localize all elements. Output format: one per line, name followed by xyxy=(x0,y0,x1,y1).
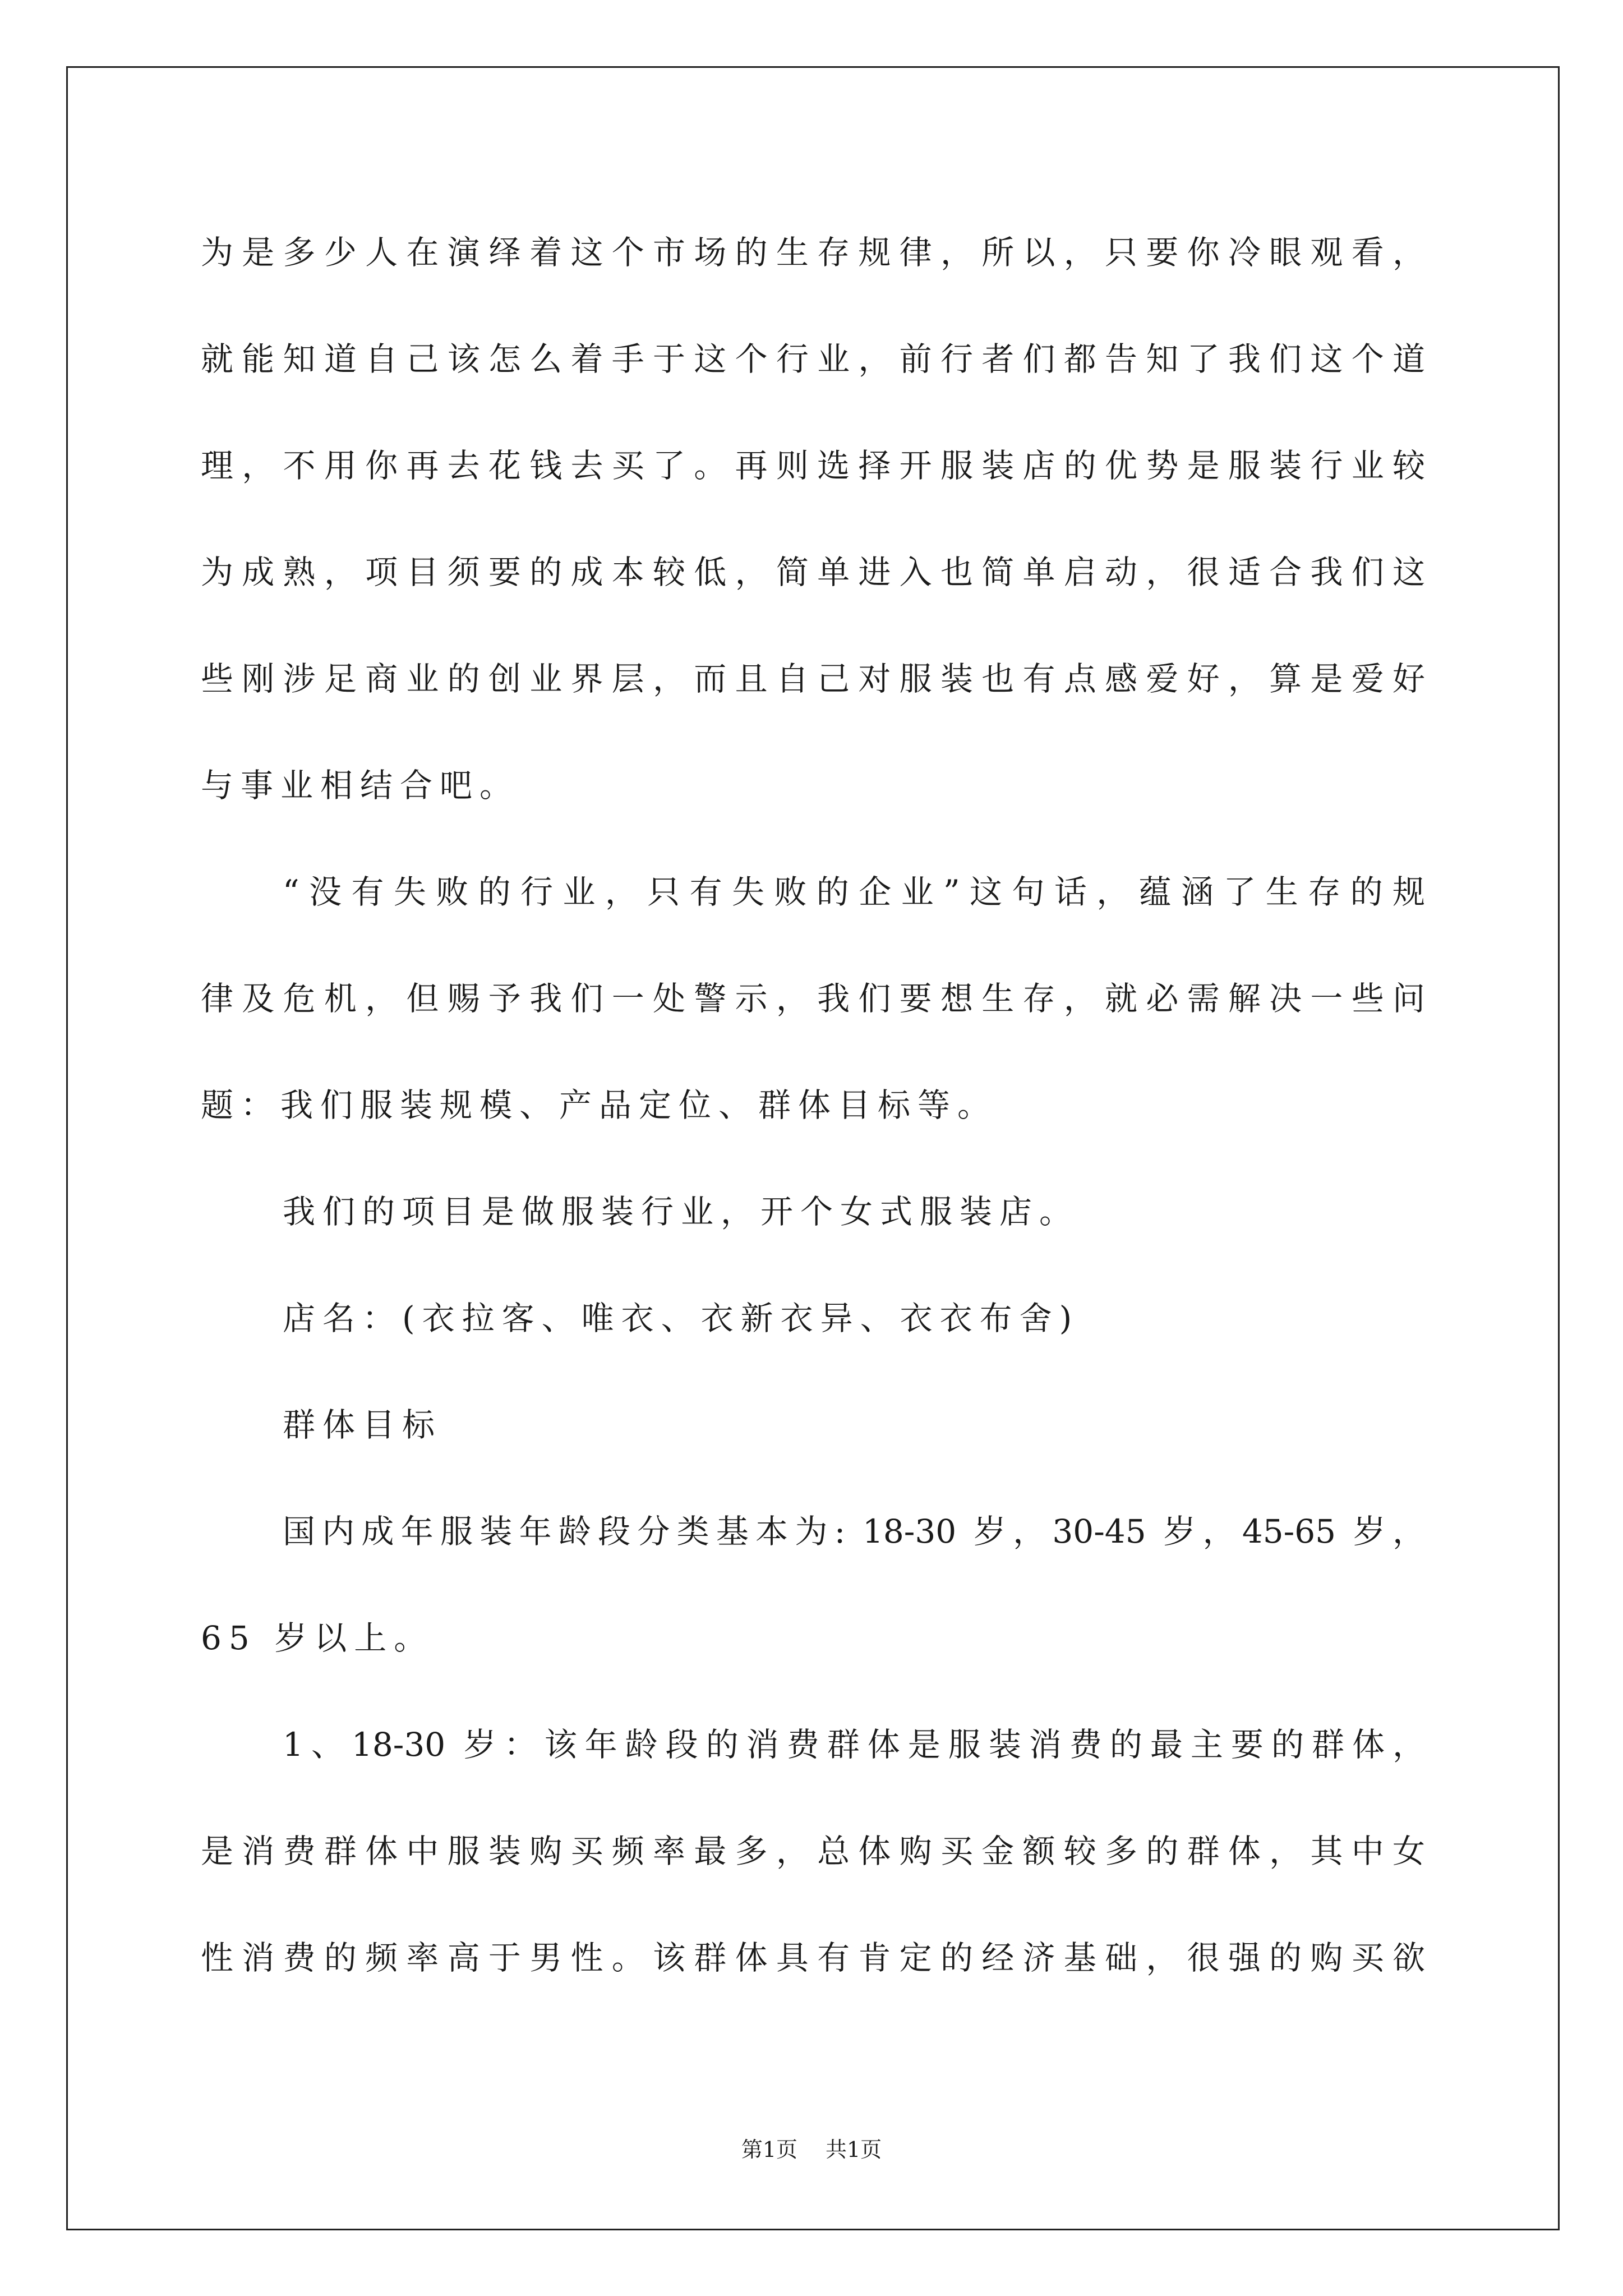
text-line: 国内成年服装年龄段分类基本为: 18-30 岁，30-45 岁，45-65 岁， xyxy=(283,1512,1425,1550)
text-line: “没有失败的行业，只有失败的企业”这句话，蕴涵了生存的规 xyxy=(283,873,1425,911)
text-line: 题：我们服装规模、产品定位、群体目标等。 xyxy=(201,1086,998,1124)
page-number: 第1页 xyxy=(741,2137,797,2162)
text-line: 是消费群体中服装购买频率最多，总体购买金额较多的群体，其中女 xyxy=(201,1832,1425,1870)
text-line: 理，不用你再去花钱去买了。再则选择开服装店的优势是服装行业较 xyxy=(201,447,1425,485)
page-footer xyxy=(0,2133,1623,2166)
text-line: 律及危机，但赐予我们一处警示，我们要想生存，就必需解决一些问 xyxy=(201,979,1425,1018)
text-line: 些刚涉足商业的创业界层，而且自己对服装也有点感爱好，算是爱好 xyxy=(201,660,1425,698)
text-line: 性消费的频率高于男性。该群体具有肯定的经济基础，很强的购买欲 xyxy=(201,1939,1425,1977)
text-line: 与事业相结合吧。 xyxy=(201,766,520,804)
text-line: 店名：(衣拉客、唯衣、衣新衣异、衣衣布舍) xyxy=(283,1299,1080,1337)
text-line: 群体目标 xyxy=(283,1406,442,1444)
text-line: 为是多少人在演绎着这个市场的生存规律，所以，只要你冷眼观看， xyxy=(201,233,1425,272)
text-line: 65 岁以上。 xyxy=(201,1619,434,1657)
text-line: 1、18-30 岁：该年龄段的消费群体是服装消费的最主要的群体， xyxy=(283,1726,1425,1764)
page-total: 共1页 xyxy=(826,2137,882,2162)
text-line: 就能知道自己该怎么着手于这个行业，前行者们都告知了我们这个道 xyxy=(201,340,1425,378)
text-line: 为成熟，项目须要的成本较低，简单进入也简单启动，很适合我们这 xyxy=(201,553,1425,591)
text-line: 我们的项目是做服装行业，开个女式服装店。 xyxy=(283,1193,1080,1231)
